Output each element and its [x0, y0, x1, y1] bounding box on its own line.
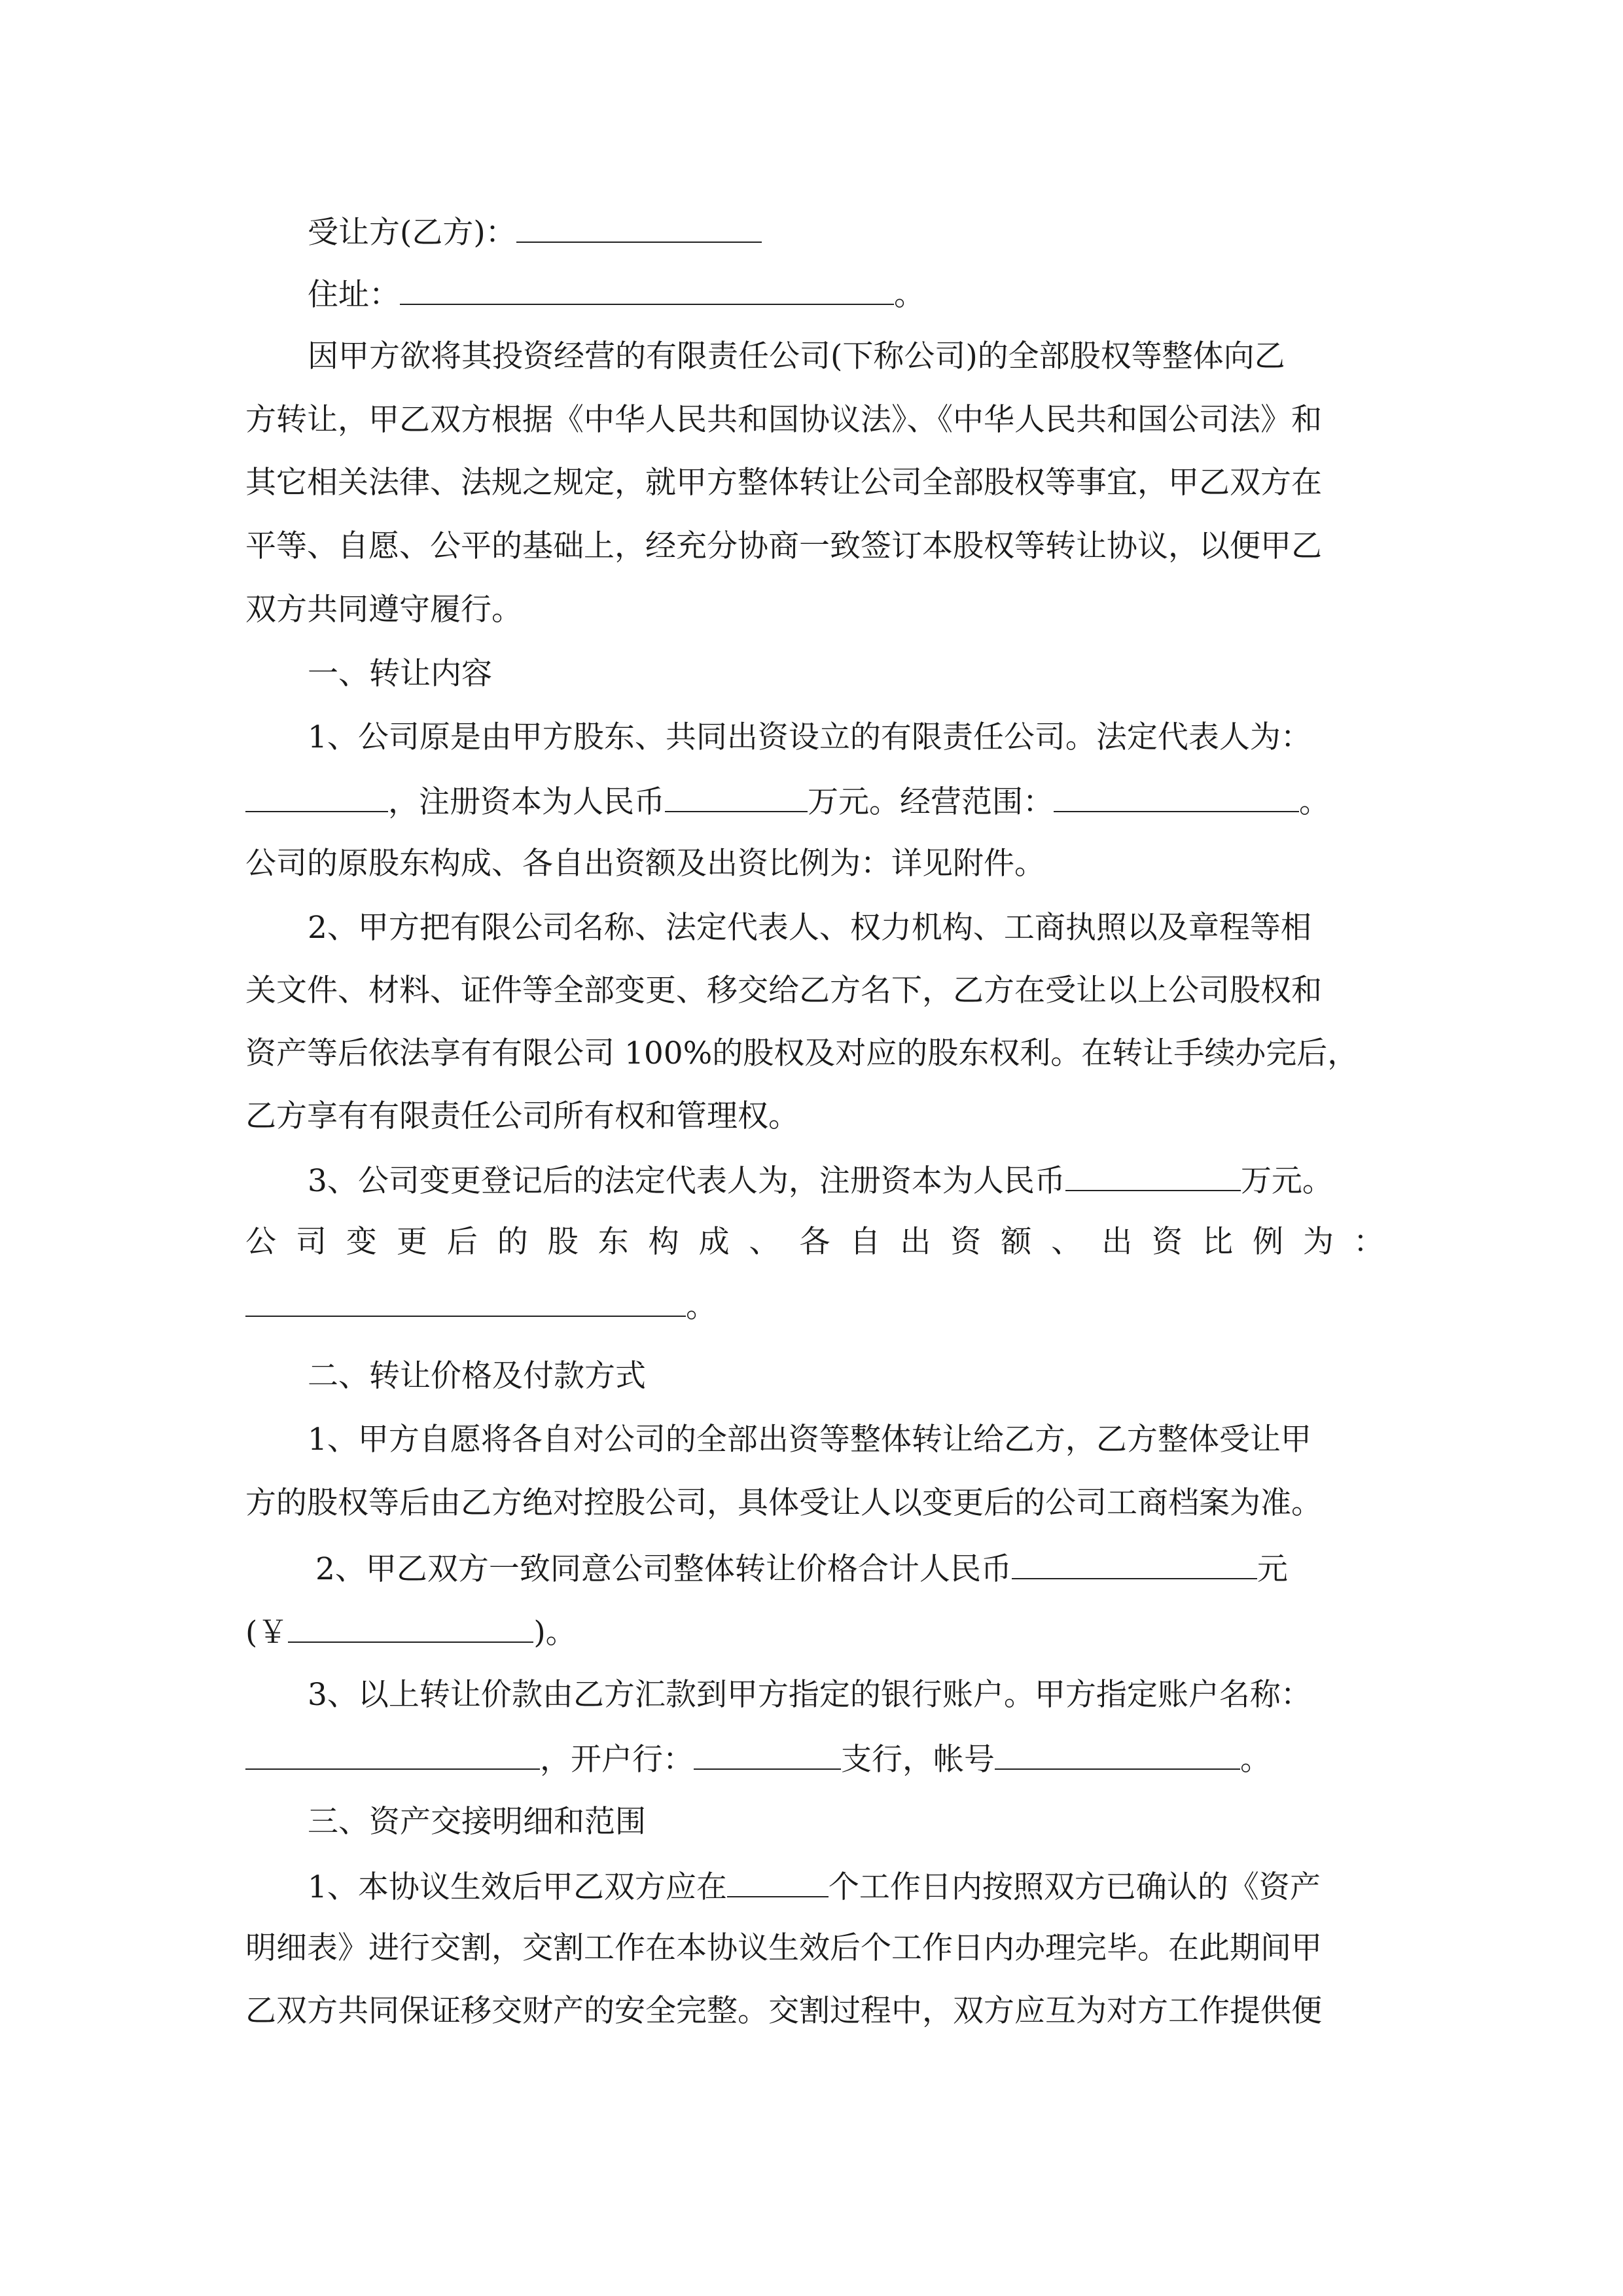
account-number-blank — [995, 1738, 1240, 1770]
s1-item1-line1: 1、公司原是由甲方股东、共同出资设立的有限责任公司。法定代表人为： — [308, 719, 1311, 755]
s1-item3-line1: 3、公司变更登记后的法定代表人为，注册资本为人民币 万元。 — [308, 1160, 1384, 1201]
s2-item3-line2: ，开户行： 支行，帐号 。 — [245, 1738, 1384, 1780]
s2-item1-line1: 1、甲方自愿将各自对公司的全部出资等整体转让给乙方，乙方整体受让甲 — [308, 1422, 1311, 1458]
s3-item1-line3: 乙双方共同保证移交财产的安全完整。交割过程中，双方应互为对方工作提供便 — [245, 1993, 1322, 2029]
transferee-blank — [516, 211, 762, 243]
transferee-line — [308, 211, 1384, 253]
s2-item2-line1: 2、甲乙双方一致同意公司整体转让价格合计人民币 元 — [315, 1548, 1392, 1589]
section3-heading: 三、资产交接明细和范围 — [308, 1804, 646, 1840]
address-blank — [400, 274, 894, 305]
shareholder-structure-blank — [245, 1285, 686, 1317]
account-name-blank — [245, 1738, 540, 1770]
price-yuan-blank — [288, 1611, 533, 1643]
s2-item1-line2: 方的股权等后由乙方绝对控股公司，具体受让人以变更后的公司工商档案为准。 — [245, 1485, 1322, 1521]
s1-item1-line3: 公司的原股东构成、各自出资额及出资比例为：详见附件。 — [245, 846, 1045, 882]
s2-item2-line2: (￥ )。 — [245, 1611, 1384, 1653]
s1-item1-line2: ，注册资本为人民币 万元。经营范围： 。 — [245, 781, 1384, 822]
address-line: 住址： 。 — [308, 274, 1384, 315]
s1-item3-line2: 公 司 变 更 后 的 股 东 构 成 、 各 自 出 资 额 、 出 资 比 例 为 ： — [245, 1224, 1384, 1260]
address-label: 住址： — [308, 277, 400, 313]
intro-line-4: 平等、自愿、公平的基础上，经充分协商一致签订本股权等转让协议，以便甲乙 — [245, 528, 1322, 564]
capital-blank — [665, 781, 808, 812]
business-scope-blank — [1054, 781, 1299, 812]
intro-line-2: 方转让，甲乙双方根据《中华人民共和国协议法》、《中华人民共和国公司法》和 — [245, 402, 1322, 438]
s1-item2-line3: 资产等后依法享有有限公司 100%的股权及对应的股东权利。在转让手续办完后， — [245, 1035, 1359, 1071]
legal-rep-blank — [245, 781, 388, 812]
workdays-blank — [727, 1866, 829, 1897]
s1-item3-line3: 。 — [245, 1285, 1384, 1327]
transferee-label: 受让方(乙方)： — [308, 215, 516, 251]
s2-item3-line1: 3、以上转让价款由乙方汇款到甲方指定的银行账户。甲方指定账户名称： — [308, 1677, 1311, 1713]
s3-item1-line1: 1、本协议生效后甲乙双方应在 个工作日内按照双方已确认的《资产 — [308, 1866, 1384, 1907]
s1-item2-line1: 2、甲方把有限公司名称、法定代表人、权力机构、工商执照以及章程等相 — [308, 910, 1311, 946]
section2-heading: 二、转让价格及付款方式 — [308, 1358, 646, 1394]
s1-item2-line4: 乙方享有有限责任公司所有权和管理权。 — [245, 1098, 799, 1134]
intro-line-1: 因甲方欲将其投资经营的有限责任公司(下称公司)的全部股权等整体向乙 — [308, 338, 1285, 374]
price-blank — [1012, 1548, 1257, 1579]
new-capital-blank — [1065, 1160, 1241, 1191]
intro-line-5: 双方共同遵守履行。 — [245, 592, 522, 628]
section1-heading: 一、转让内容 — [308, 656, 492, 692]
s1-item2-line2: 关文件、材料、证件等全部变更、移交给乙方名下，乙方在受让以上公司股权和 — [245, 973, 1322, 1009]
intro-line-3: 其它相关法律、法规之规定，就甲方整体转让公司全部股权等事宜，甲乙双方在 — [245, 465, 1322, 501]
s3-item1-line2: 明细表》进行交割，交割工作在本协议生效后个工作日内办理完毕。在此期间甲 — [245, 1930, 1322, 1966]
bank-blank — [694, 1738, 841, 1770]
